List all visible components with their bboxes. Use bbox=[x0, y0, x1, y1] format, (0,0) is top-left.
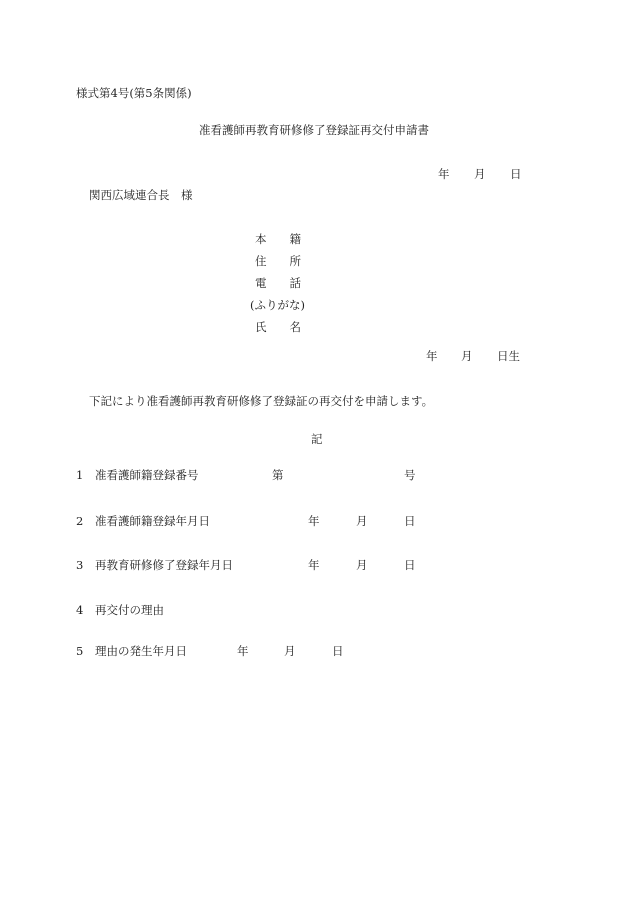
form-number: 様式第4号(第5条関係) bbox=[76, 86, 192, 100]
item-label: 再教育研修修了登録年月日 bbox=[95, 558, 233, 572]
item-year: 年 bbox=[308, 558, 320, 572]
item-day: 日 bbox=[404, 558, 416, 572]
field-address: 住 所 bbox=[255, 254, 301, 268]
date-month: 月 bbox=[474, 167, 486, 181]
item-number: 1 bbox=[76, 468, 84, 482]
item-day: 日 bbox=[332, 644, 344, 658]
item-month: 月 bbox=[356, 558, 368, 572]
item-number: 2 bbox=[76, 514, 84, 528]
document-title: 准看護師再教育研修修了登録証再交付申請書 bbox=[199, 123, 429, 137]
item-number: 3 bbox=[76, 558, 84, 572]
item-month: 月 bbox=[356, 514, 368, 528]
item-label: 准看護師籍登録年月日 bbox=[95, 514, 210, 528]
ki-heading: 記 bbox=[311, 432, 323, 446]
item-year: 年 bbox=[308, 514, 320, 528]
field-honseki: 本 籍 bbox=[255, 232, 301, 246]
item-label: 准看護師籍登録番号 bbox=[95, 468, 199, 482]
item-number: 4 bbox=[76, 603, 84, 617]
date-year: 年 bbox=[438, 167, 450, 181]
item-prefix: 第 bbox=[272, 468, 284, 482]
birth-day: 日生 bbox=[497, 349, 520, 363]
birth-month: 月 bbox=[461, 349, 473, 363]
field-phone: 電 話 bbox=[255, 276, 301, 290]
birth-year: 年 bbox=[426, 349, 438, 363]
item-label: 再交付の理由 bbox=[95, 603, 164, 617]
statement: 下記により准看護師再教育研修修了登録証の再交付を申請します。 bbox=[89, 394, 434, 408]
field-furigana: (ふりがな) bbox=[250, 298, 305, 312]
item-label: 理由の発生年月日 bbox=[95, 644, 187, 658]
date-day: 日 bbox=[510, 167, 522, 181]
item-number: 5 bbox=[76, 644, 84, 658]
item-year: 年 bbox=[237, 644, 249, 658]
item-suffix: 号 bbox=[404, 468, 416, 482]
item-month: 月 bbox=[284, 644, 296, 658]
field-name: 氏 名 bbox=[255, 320, 301, 334]
addressee: 関西広域連合長 様 bbox=[89, 188, 193, 202]
item-day: 日 bbox=[404, 514, 416, 528]
